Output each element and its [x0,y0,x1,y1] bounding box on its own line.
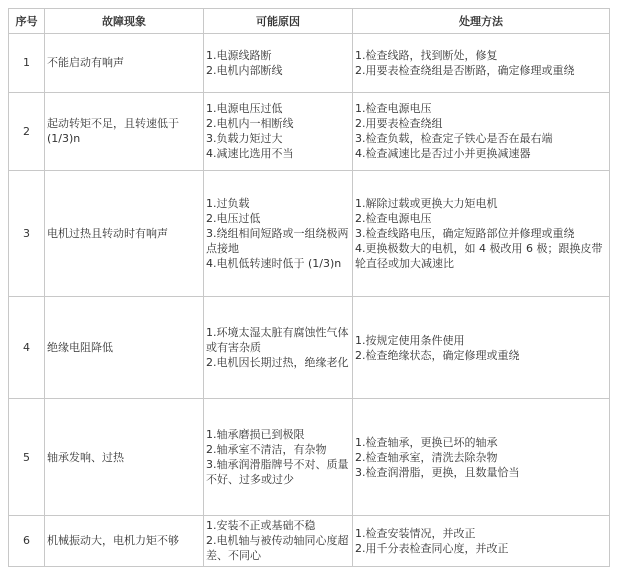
fault-phenomenon: 电机过热且转动时有响声 [45,171,204,297]
solution-item: 4.更换极数大的电机，如 4 极改用 6 极；跟换皮带轮直径或加大减速比 [355,242,603,271]
table-header-row [9,9,610,34]
fault-phenomenon: 不能启动有响声 [45,34,204,93]
solutions [353,171,610,297]
solution-item: 4.检查减速比是否过小并更换减速器 [355,147,531,161]
solution-item: 2.检查绝缘状态，确定修理或重绕 [355,348,520,362]
solution-item: 3.检查润滑脂，更换，且数量恰当 [355,465,520,479]
solutions [353,399,610,515]
header-causes: 可能原因 [204,9,353,34]
fault-phenomenon: 机械振动大，电机力矩不够 [45,515,204,566]
solution-item: 2.检查电源电压 [355,212,432,226]
solution-item: 2.用要表检查绕组是否断路，确定修理或重绕 [355,63,575,77]
possible-causes [204,297,353,399]
cause-item: 3.负载力矩过大 [206,132,283,146]
cause-item: 1.电源线路断 [206,48,272,62]
cause-item: 1.轴承磨损已到极限 [206,428,305,442]
solution-item: 2.用千分表检查同心度，并改正 [355,541,509,555]
solution-item: 2.用要表检查绕组 [355,117,443,131]
fault-phenomenon: 起动转矩不足，且转速低于(1/3)n [45,92,204,170]
cause-item: 1.环境太湿太脏有腐蚀性气体或有害杂质 [206,326,349,355]
solution-item: 1.检查线路，找到断处，修复 [355,48,498,62]
solution-item: 1.检查轴承，更换已坏的轴承 [355,435,498,449]
table-row [9,399,610,515]
solutions [353,34,610,93]
cause-item: 4.减速比选用不当 [206,147,294,161]
row-number: 4 [9,297,45,399]
cause-item: 3.绕组相间短路或一组绕极两点接地 [206,227,349,256]
header-phenomenon: 故障现象 [45,9,204,34]
fault-phenomenon: 轴承发响、过热 [45,399,204,515]
possible-causes [204,34,353,93]
possible-causes [204,92,353,170]
cause-item: 4.电机低转速时低于 (1/3)n [206,257,342,271]
cause-item: 2.电机因长期过热，绝缘老化 [206,356,349,370]
table-row [9,171,610,297]
possible-causes [204,515,353,566]
solution-item: 3.检查线路电压，确定短路部位并修理或重绕 [355,227,575,241]
header-number: 序号 [9,9,45,34]
cause-item: 2.电机轴与被传动轴同心度超差、不同心 [206,534,349,563]
cause-item: 3.轴承润滑脂牌号不对、质量不好、过多或过少 [206,458,349,487]
solution-item: 1.按规定使用条件使用 [355,333,465,347]
table-row [9,34,610,93]
solutions [353,297,610,399]
cause-item: 1.安装不正或基础不稳 [206,519,316,533]
row-number: 2 [9,92,45,170]
row-number: 5 [9,399,45,515]
solutions [353,515,610,566]
solution-item: 2.检查轴承室，清洗去除杂物 [355,450,498,464]
table-row [9,297,610,399]
possible-causes [204,399,353,515]
table-row [9,92,610,170]
cause-item: 2.电机内一相断线 [206,117,294,131]
row-number: 6 [9,515,45,566]
solution-item: 1.检查安装情况，并改正 [355,526,476,540]
header-solutions: 处理方法 [353,9,610,34]
fault-table [8,8,610,567]
row-number: 1 [9,34,45,93]
fault-phenomenon: 绝缘电阻降低 [45,297,204,399]
table-row [9,515,610,566]
solution-item: 3.检查负载，检查定子铁心是否在最右端 [355,132,553,146]
cause-item: 1.过负载 [206,197,250,211]
row-number: 3 [9,171,45,297]
solutions [353,92,610,170]
cause-item: 2.电压过低 [206,212,261,226]
cause-item: 1.电源电压过低 [206,102,283,116]
cause-item: 2.轴承室不清洁，有杂物 [206,443,327,457]
solution-item: 1.检查电源电压 [355,102,432,116]
solution-item: 1.解除过载或更换大力矩电机 [355,197,498,211]
possible-causes [204,171,353,297]
cause-item: 2.电机内部断线 [206,63,283,77]
